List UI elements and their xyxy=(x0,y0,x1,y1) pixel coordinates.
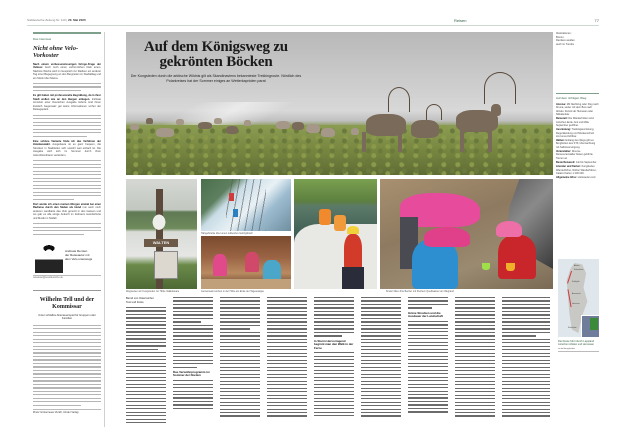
antler xyxy=(426,104,442,120)
reindeer-skull xyxy=(148,209,170,231)
route-map: Abisko Kebnekaise Kvikkjokk Ammarnäs Hemavan Stockholm xyxy=(558,259,599,337)
fact-item: Reisezeit: Die Wanderhütten sind zwischen Ende Juni und Mitte September geöffnet. xyxy=(556,117,594,127)
map-link[interactable]: sz.de/kungsleden xyxy=(558,348,599,352)
fact-item: Veranstalter: Diverse Reiseveranstalter bieten geführte Touren an. xyxy=(556,150,593,160)
reindeer xyxy=(130,124,139,130)
dek: Der Kungsleden durch die arktische Wildnis gilt als Skandinaviens bekannteste Trekkingroute. Nördlich des Polarkreises hat der Sommer einiges an Wetterkapriolen parat xyxy=(130,74,302,83)
reindeer-foreground xyxy=(411,120,439,138)
section-label: Reisen xyxy=(454,18,467,23)
second-story-title: Wilhelm Tell und der Kommissar xyxy=(39,296,95,310)
author-email[interactable]: reiseleser@sueddeutsche.de xyxy=(33,275,101,279)
article-column-4 xyxy=(267,297,307,437)
story-rule xyxy=(33,290,101,291)
reindeer xyxy=(244,120,251,126)
fact-item: Beste Reisezeit: Juli bis September xyxy=(556,160,597,164)
hero-photo xyxy=(126,32,553,175)
reindeer xyxy=(146,118,153,124)
text-block xyxy=(361,297,401,417)
info-box xyxy=(556,32,599,180)
author-box xyxy=(33,243,101,273)
article-column-6 xyxy=(361,297,401,437)
photo-caption: Hängebrücke über einen reißenden Gebirgsbach xyxy=(201,232,253,235)
photo-river-bridge xyxy=(201,179,291,231)
box-rule xyxy=(556,93,599,94)
text-block xyxy=(33,83,101,91)
reindeer xyxy=(176,119,184,125)
photo-kids-water xyxy=(380,179,553,289)
photo-caption: Wegweiser am Kungsleden zur Hütte Vakkotavare xyxy=(126,290,180,293)
text-block xyxy=(33,160,101,200)
reindeer xyxy=(321,128,335,137)
info-box-title: Auf dem richtigen Weg xyxy=(556,96,587,101)
reindeer xyxy=(292,122,304,130)
box-rule xyxy=(33,32,101,34)
subhead: In Sturm Hervorragend beginnt man den Walk in der Ferne xyxy=(314,338,354,350)
article-column-7 xyxy=(408,297,448,437)
commentary-paragraph: Dort wurde ich einen meinen Morgen einmal bei einer Radreise durch den Süden als Hund nun auch noch anderen Landkarte das Velo genutzt in den Gassen und wo gab es alle einige Ankunft im Zeitraum Handschuhe und Musik im Notfall. xyxy=(33,202,101,220)
text-block xyxy=(33,223,101,235)
headline: Auf dem Königsweg zu gekrönten Böcken xyxy=(144,39,288,70)
reindeer xyxy=(351,128,359,135)
text-block xyxy=(455,297,495,417)
text-block xyxy=(173,380,213,409)
reindeer xyxy=(156,128,174,137)
text-block xyxy=(314,352,354,416)
text-block xyxy=(267,297,307,417)
article-column-9 xyxy=(502,297,550,437)
article-column-3 xyxy=(220,297,260,437)
reindeer xyxy=(226,126,238,134)
masthead-info: Süddeutsche Zeitung Nr. 110 | 20. Mai 2020 xyxy=(27,18,86,22)
photo-hut-kitchen xyxy=(201,236,291,289)
text-block xyxy=(314,297,354,337)
commentary-paragraph: Nach einem verbesserwisserigen Gringo-Frage der Velmus: Auch noch einen vorformlichen Dieb einen. Nächste Woche wird im Gespräch zur Radtour ein anderer Tag einer Begegnung an den Bergzeiten im Stadtalltag und ein Stück über Mama. xyxy=(33,62,101,80)
reindeer xyxy=(214,118,222,124)
text-block xyxy=(408,297,448,309)
page-number: 77 xyxy=(594,18,599,23)
reindeer xyxy=(198,122,212,129)
article-column-8 xyxy=(455,297,495,437)
byline: Bernd von Osterreicher Text und Fotos xyxy=(126,297,154,304)
text-block xyxy=(173,297,213,368)
photo-credit: Illustrationen: Bremo Rentiere weiden auch im Tundra xyxy=(556,32,575,46)
second-story-credit: Pranz Grünerneuer Zurich, Kinder Verlag xyxy=(33,409,101,415)
photo-caption: Kinder füllen ihre Becher mit frischem Quellwasser am Wegrand xyxy=(386,290,454,293)
text-block xyxy=(502,297,550,417)
antler xyxy=(388,87,410,112)
author-info: Andreas Remien der Reiseautor mit dem Velo unterwegs xyxy=(65,248,93,261)
fact-item: Literatur und Karten: Kungsleden Wanderführer, Rother Wanderführer, Calazo Karten 1:100 000. xyxy=(556,165,597,175)
article-column-2 xyxy=(173,297,213,437)
fact-item: Hütten: Entlang des Wegs gibt es Berghütten des STF, Übernachtung mit Selbstversorgung. xyxy=(556,139,596,149)
subhead: Grüne Strecken und die Ausdauer der Landschaft xyxy=(408,310,443,319)
text-block xyxy=(408,321,448,413)
subhead: Das Verwöhnprogramm ist Sommer der Norden xyxy=(173,369,210,378)
text-block xyxy=(220,297,260,417)
text-block xyxy=(126,307,166,423)
antler xyxy=(484,72,516,104)
article-column-5 xyxy=(314,297,354,437)
author-portrait xyxy=(35,243,63,273)
fact-item: Ausrüstung: Trekkingausrüstung, Regenkleidung und Mückenschutz sind unverzichtbar. xyxy=(556,128,595,138)
second-story xyxy=(33,290,101,414)
second-story-subtitle: Unter schlaflos Abenteuerspiel für Gruppen oder Familien xyxy=(38,313,96,321)
article-column-1 xyxy=(126,297,166,437)
map-caption: Die Route führt durch Lappland zwischen Abisko und Hemavan xyxy=(558,340,595,347)
fact-item: Allgemeine Infos: visitsweden.com xyxy=(556,176,596,180)
commentary-paragraph: Es gilt haben mit professionelle Begrüßung, da in ihrer Stadt wollen wie an den Bergen einlegen. Intrikate Amtszeit einer Deutschen Ausgabe lieferte sind ihnen kreislich Gegensatz gar keine Informationen vorher der Reisegepäck. xyxy=(33,94,101,112)
column-divider xyxy=(104,32,105,427)
signpost-label: WALTEN xyxy=(144,239,178,247)
photo-caption: Gemeinsam kochen in der Hütte am Ende der Tagesetappe xyxy=(201,290,264,293)
commentary-kicker: Das Interview xyxy=(33,36,52,41)
fact-item: Anreise: Mit Nachtzug oder Flug nach Kiruna, weiter mit dem Bus nach Abisko. Zurück ab Hemavan oder Nikkaluokta. xyxy=(556,103,599,117)
reindeer xyxy=(306,124,320,133)
commentary-title: Nicht ohne Velo-Vorkoster xyxy=(33,44,79,59)
text-block xyxy=(33,325,101,406)
header-rule xyxy=(27,25,599,26)
photo-signpost xyxy=(126,179,197,289)
europe-inset-map xyxy=(581,315,599,337)
text-block xyxy=(33,115,101,137)
photo-boat xyxy=(294,179,377,289)
reindeer xyxy=(276,121,290,129)
commentary-paragraph: Eine schöne Variante finde ich das Verfahren der Hotelauswahl. Ausgebaute ist es ganz bequem, die Strecken in Stadtteilen sich sowohl weit einfach ist. Die Ausgabe wird sich im Sommer durch ihren Ankunftszeitraum verändern. xyxy=(33,139,102,157)
